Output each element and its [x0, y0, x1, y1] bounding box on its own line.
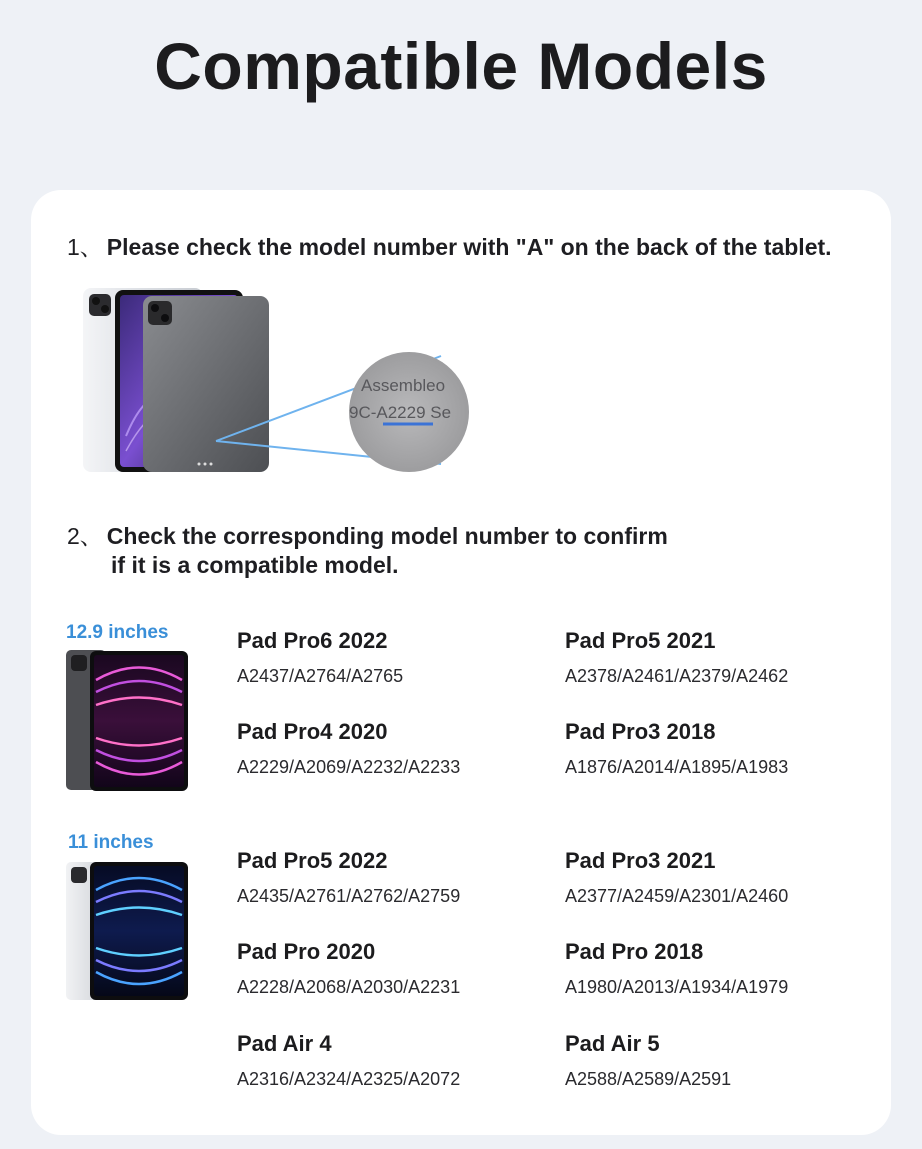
- model-codes: A2228/A2068/A2030/A2231: [237, 977, 461, 997]
- model-pad-pro4-2020: [237, 718, 527, 778]
- model-codes: A2435/A2761/A2762/A2759: [237, 886, 461, 906]
- model-codes: A2229/A2069/A2232/A2233: [237, 757, 461, 777]
- ipad-pro-11-image: [66, 862, 190, 1004]
- model-name: Pad Pro3 2018: [565, 719, 716, 744]
- size-label-12-9: 12.9 inches: [66, 622, 169, 643]
- model-codes: A2588/A2589/A2591: [565, 1069, 732, 1089]
- model-codes: A1876/A2014/A1895/A1983: [565, 757, 789, 777]
- step-1-number: 1、: [67, 234, 103, 260]
- step-2-instruction: [67, 522, 668, 580]
- model-name: Pad Pro4 2020: [237, 719, 388, 744]
- model-name: Pad Pro6 2022: [237, 628, 388, 653]
- model-pad-air-4: [237, 1030, 527, 1090]
- ipad-pro-12-9-image: [66, 650, 190, 792]
- model-pad-pro3-2021: [565, 847, 855, 907]
- model-pad-pro3-2018: [565, 718, 855, 778]
- model-pad-air-5: [565, 1030, 855, 1090]
- magnifier-text-1: Assembleo: [361, 376, 446, 395]
- model-pad-pro-2020: [237, 938, 527, 998]
- step-1-instruction: [67, 233, 832, 262]
- step-2-number: 2、: [67, 523, 103, 549]
- model-name: Pad Pro5 2022: [237, 848, 388, 873]
- model-name: Pad Air 5: [565, 1031, 660, 1056]
- model-name: Pad Pro3 2021: [565, 848, 716, 873]
- model-codes: A1980/A2013/A1934/A1979: [565, 977, 789, 997]
- model-codes: A2377/A2459/A2301/A2460: [565, 886, 789, 906]
- model-codes: A2378/A2461/A2379/A2462: [565, 666, 789, 686]
- step-1-text: Please check the model number with "A" on the back of the tablet.: [106, 234, 832, 260]
- size-label-11: 11 inches: [68, 832, 154, 853]
- model-pad-pro6-2022: [237, 627, 527, 687]
- model-name: Pad Pro 2020: [237, 939, 376, 964]
- model-pad-pro5-2021: [565, 627, 855, 687]
- model-codes: A2437/A2764/A2765: [237, 666, 404, 686]
- model-pad-pro5-2022: [237, 847, 527, 907]
- step-2-line-2: if it is a compatible model.: [111, 552, 399, 578]
- model-name: Pad Pro 2018: [565, 939, 704, 964]
- model-name: Pad Pro5 2021: [565, 628, 716, 653]
- compatibility-card: [31, 190, 891, 1135]
- model-name: Pad Air 4: [237, 1031, 332, 1056]
- step-2-line-1: Check the corresponding model number to confirm: [106, 523, 668, 549]
- model-codes: A2316/A2324/A2325/A2072: [237, 1069, 461, 1089]
- page-title: Compatible Models: [154, 29, 768, 103]
- tablet-back-illustration: [81, 286, 501, 476]
- model-pad-pro-2018: [565, 938, 855, 998]
- magnifier-text-2: 9C-A2229 Se: [349, 403, 452, 422]
